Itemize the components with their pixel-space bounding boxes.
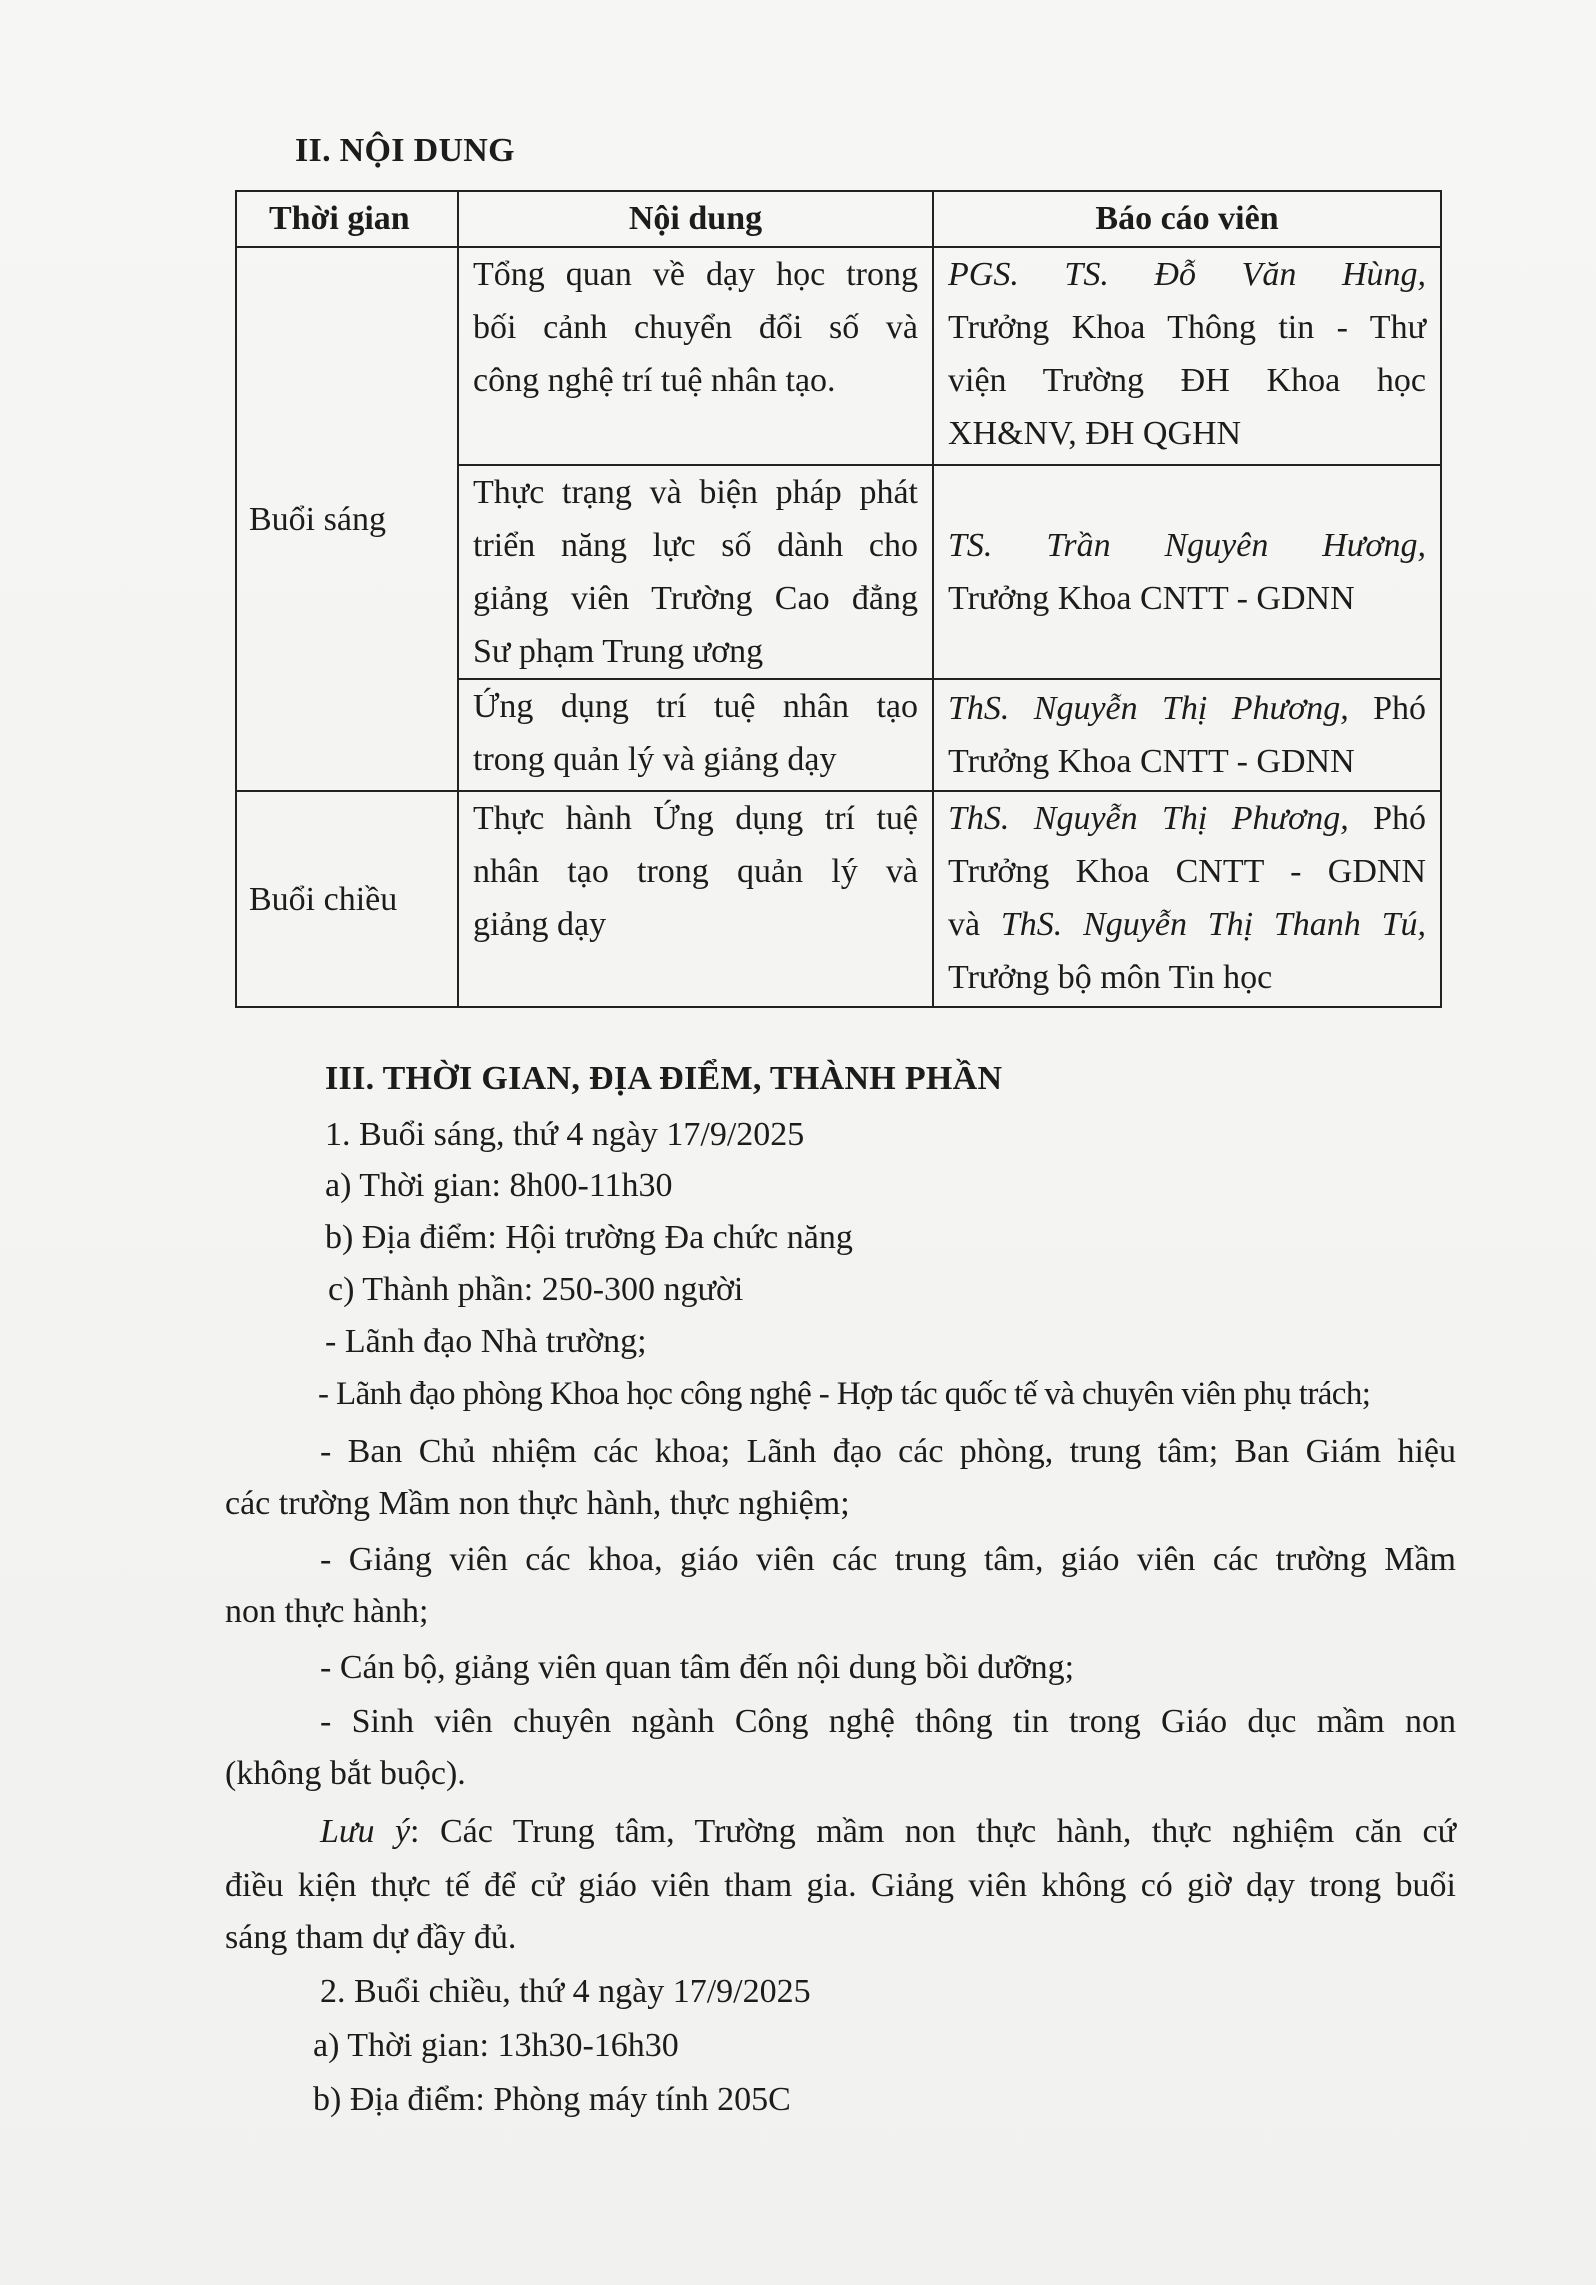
speaker-line: XH&NV, ĐH QGHN bbox=[948, 415, 1242, 452]
participant-5: - Cán bộ, giảng viên quan tâm đến nội dung bồi dưỡng; bbox=[320, 1649, 1075, 1686]
speaker-prefix: và bbox=[948, 906, 1001, 943]
item-1b: b) Địa điểm: Hội trường Đa chức năng bbox=[325, 1219, 853, 1256]
content-line: Thực hành Ứng dụng trí tuệ bbox=[473, 800, 918, 837]
speaker-name: TS. Trần Nguyên Hương, bbox=[948, 527, 1426, 564]
item-2b: b) Địa điểm: Phòng máy tính 205C bbox=[313, 2081, 791, 2118]
speaker-name: ThS. Nguyễn Thị Thanh Tú, bbox=[1000, 906, 1426, 943]
content-line: giảng dạy bbox=[473, 906, 607, 943]
speaker-name: ThS. Nguyễn Thị Phương, bbox=[948, 800, 1349, 837]
speaker-first-line bbox=[948, 792, 1426, 845]
speaker-suffix: Phó bbox=[1348, 690, 1426, 727]
header-content: Nội dung bbox=[458, 191, 933, 247]
participant-3-line-2: các trường Mầm non thực hành, thực nghiệm; bbox=[225, 1485, 850, 1522]
note-line-3: sáng tham dự đầy đủ. bbox=[225, 1919, 517, 1956]
speaker-line: Trưởng Khoa Thông tin - Thư bbox=[948, 309, 1426, 346]
participant-4-line-1: - Giảng viên các khoa, giáo viên các trung tâm, giáo viên các trường Mầm bbox=[320, 1541, 1456, 1578]
content-line: giảng viên Trường Cao đẳng bbox=[473, 580, 918, 617]
content-line: Thực trạng và biện pháp phát bbox=[473, 474, 918, 511]
speaker-suffix: Phó bbox=[1348, 800, 1426, 837]
table-row bbox=[236, 791, 1441, 1007]
speaker-line: Trưởng Khoa CNTT - GDNN bbox=[948, 743, 1355, 780]
content-line: bối cảnh chuyển đổi số và bbox=[473, 309, 918, 346]
session-afternoon: Buổi chiều bbox=[236, 791, 458, 1007]
content-cell bbox=[458, 679, 933, 791]
header-time: Thời gian bbox=[236, 191, 458, 247]
content-line: Sư phạm Trung ương bbox=[473, 633, 764, 670]
header-speaker: Báo cáo viên bbox=[933, 191, 1441, 247]
item-1c: c) Thành phần: 250-300 người bbox=[328, 1271, 744, 1308]
content-line: Ứng dụng trí tuệ nhân tạo bbox=[473, 688, 918, 725]
participant-4-line-2: non thực hành; bbox=[225, 1593, 429, 1630]
note-line-1 bbox=[320, 1812, 1456, 1852]
agenda-table bbox=[235, 190, 1442, 1008]
participant-1: - Lãnh đạo Nhà trường; bbox=[325, 1323, 647, 1360]
speaker-line: Trưởng Khoa CNTT - GDNN bbox=[948, 580, 1355, 617]
table-header-row bbox=[236, 191, 1441, 247]
content-line: Tổng quan về dạy học trong bbox=[473, 256, 918, 293]
item-1: 1. Buổi sáng, thứ 4 ngày 17/9/2025 bbox=[325, 1116, 805, 1153]
participant-3-line-1: - Ban Chủ nhiệm các khoa; Lãnh đạo các phòng, trung tâm; Ban Giám hiệu bbox=[320, 1433, 1456, 1470]
speaker-name: PGS. TS. Đỗ Văn Hùng, bbox=[948, 256, 1426, 293]
section-3-heading: III. THỜI GIAN, ĐỊA ĐIỂM, THÀNH PHẦN bbox=[325, 1060, 1003, 1097]
content-line: trong quản lý và giảng dạy bbox=[473, 741, 837, 778]
participant-6-line-1: - Sinh viên chuyên ngành Công nghệ thông tin trong Giáo dục mầm non bbox=[320, 1703, 1456, 1740]
speaker-line: viện Trường ĐH Khoa học bbox=[948, 362, 1426, 399]
participant-2: - Lãnh đạo phòng Khoa học công nghệ - Hợp tác quốc tế và chuyên viên phụ trách; bbox=[318, 1376, 1371, 1412]
note-text: : Các Trung tâm, Trường mầm non thực hành, thực nghiệm căn cứ bbox=[410, 1813, 1456, 1850]
content-line: nhân tạo trong quản lý và bbox=[473, 853, 918, 890]
section-2-heading: II. NỘI DUNG bbox=[295, 132, 515, 169]
session-morning: Buổi sáng bbox=[236, 247, 458, 791]
item-2: 2. Buổi chiều, thứ 4 ngày 17/9/2025 bbox=[320, 1973, 811, 2010]
speaker-first-line bbox=[948, 682, 1426, 735]
table-row bbox=[236, 247, 1441, 465]
speaker-cell bbox=[933, 791, 1441, 1007]
content-cell bbox=[458, 465, 933, 679]
speaker-line-3 bbox=[948, 898, 1426, 951]
content-cell bbox=[458, 247, 933, 465]
speaker-name: ThS. Nguyễn Thị Phương, bbox=[948, 690, 1349, 727]
item-2a: a) Thời gian: 13h30-16h30 bbox=[313, 2027, 679, 2064]
content-line: triển năng lực số dành cho bbox=[473, 527, 918, 564]
participant-6-line-2: (không bắt buộc). bbox=[225, 1755, 466, 1792]
speaker-cell bbox=[933, 247, 1441, 465]
content-line: công nghệ trí tuệ nhân tạo. bbox=[473, 362, 836, 399]
note-label: Lưu ý bbox=[320, 1813, 411, 1850]
speaker-cell bbox=[933, 465, 1441, 679]
note-line-2: điều kiện thực tế để cử giáo viên tham gia. Giảng viên không có giờ dạy trong buổi bbox=[225, 1867, 1456, 1904]
speaker-line: Trưởng Khoa CNTT - GDNN bbox=[948, 853, 1426, 890]
content-cell bbox=[458, 791, 933, 1007]
speaker-cell bbox=[933, 679, 1441, 791]
speaker-line: Trưởng bộ môn Tin học bbox=[948, 959, 1273, 996]
item-1a: a) Thời gian: 8h00-11h30 bbox=[325, 1167, 673, 1204]
